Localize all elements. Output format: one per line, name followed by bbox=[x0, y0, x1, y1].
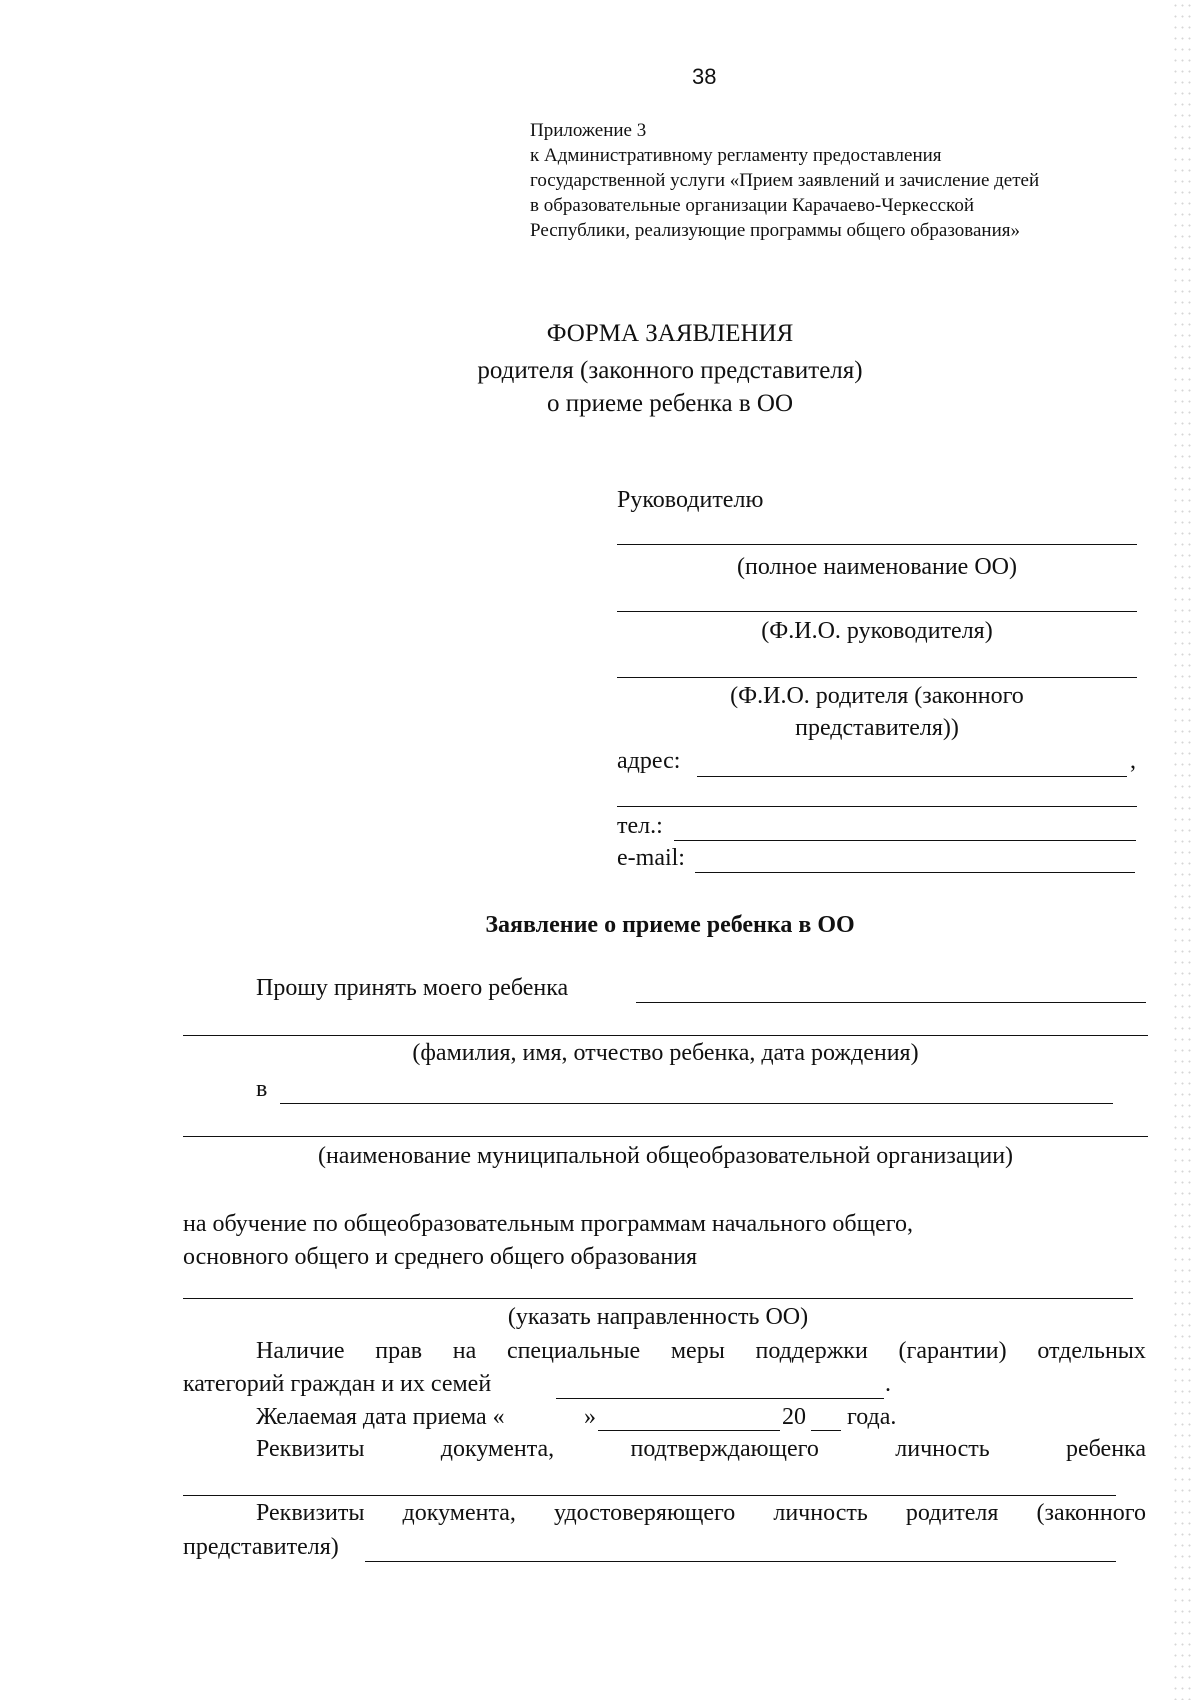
study-line-1: на обучение по общеобразовательным программам начального общего, bbox=[183, 1211, 913, 1237]
address-line-2 bbox=[617, 806, 1137, 807]
child-doc-word: Реквизиты bbox=[256, 1436, 365, 1462]
appendix-line: Республики, реализующие программы общего образования» bbox=[530, 220, 1020, 241]
appendix-line: государственной услуги «Прием заявлений и зачисление детей bbox=[530, 170, 1040, 191]
school-line bbox=[280, 1103, 1113, 1104]
child-doc-blank bbox=[183, 1495, 1116, 1496]
date-label: Желаемая дата приема « bbox=[256, 1404, 505, 1430]
email-label: e-mail: bbox=[617, 845, 685, 871]
email-line bbox=[695, 872, 1135, 873]
school-line-2 bbox=[183, 1136, 1148, 1137]
focus-line bbox=[183, 1298, 1133, 1299]
study-line-2: основного общего и среднего общего образования bbox=[183, 1244, 698, 1270]
head-name-caption: (Ф.И.О. руководителя) bbox=[761, 618, 993, 644]
scan-edge-noise bbox=[1172, 0, 1192, 1700]
addressee-to: Руководителю bbox=[617, 487, 764, 513]
rights-word: специальные bbox=[506, 1338, 641, 1364]
address-label: адрес: bbox=[617, 748, 681, 774]
appendix-line: к Административному регламенту предоставления bbox=[530, 145, 942, 166]
child-doc-word: ребенка bbox=[1066, 1436, 1146, 1462]
rights-word: меры bbox=[670, 1338, 725, 1364]
child-name-line-2 bbox=[183, 1035, 1148, 1036]
appendix-line: в образовательные организации Карачаево-Черкесской bbox=[530, 195, 974, 216]
parent-doc-word: родителя bbox=[905, 1500, 999, 1526]
phone-line bbox=[674, 840, 1136, 841]
org-name-line bbox=[617, 544, 1137, 545]
date-suffix: года. bbox=[847, 1404, 897, 1430]
rights-word: на bbox=[452, 1338, 477, 1364]
child-name-line bbox=[636, 1002, 1146, 1003]
form-subtitle-1: родителя (законного представителя) bbox=[477, 357, 863, 384]
parent-doc-word: документа, bbox=[402, 1500, 516, 1526]
rights-word: Наличие bbox=[256, 1338, 345, 1364]
head-name-line bbox=[617, 611, 1137, 612]
rights-word: поддержки bbox=[755, 1338, 868, 1364]
statement-heading: Заявление о приеме ребенка в ОО bbox=[485, 912, 855, 938]
in-label: в bbox=[256, 1076, 268, 1102]
parent-doc-word: удостоверяющего bbox=[553, 1500, 736, 1526]
focus-caption: (указать направленность ОО) bbox=[507, 1304, 809, 1330]
parent-doc-word: Реквизиты bbox=[256, 1500, 365, 1526]
child-doc-line bbox=[256, 1436, 1146, 1463]
rights-line bbox=[556, 1398, 884, 1399]
request-label: Прошу принять моего ребенка bbox=[256, 975, 569, 1001]
date-year-prefix: 20 bbox=[782, 1404, 806, 1430]
address-comma: , bbox=[1130, 748, 1136, 774]
phone-label: тел.: bbox=[617, 813, 663, 839]
child-doc-word: подтверждающего bbox=[630, 1436, 819, 1462]
rights-word: отдельных bbox=[1037, 1338, 1146, 1364]
child-doc-word: документа, bbox=[440, 1436, 555, 1462]
form-subtitle-2: о приеме ребенка в ОО bbox=[546, 390, 793, 417]
appendix-line: Приложение 3 bbox=[530, 120, 647, 141]
parent-doc-line-2: представителя) bbox=[183, 1534, 339, 1560]
child-doc-word: личность bbox=[895, 1436, 990, 1462]
parent-name-line bbox=[617, 677, 1137, 678]
parent-name-caption-2: представителя)) bbox=[795, 715, 959, 741]
date-close: » bbox=[584, 1404, 596, 1430]
parent-doc-word: личность bbox=[773, 1500, 868, 1526]
parent-doc-line bbox=[256, 1500, 1146, 1527]
parent-name-caption-1: (Ф.И.О. родителя (законного bbox=[730, 683, 1024, 709]
rights-line-2: категорий граждан и их семей bbox=[183, 1371, 492, 1397]
rights-word: прав bbox=[375, 1338, 423, 1364]
school-caption: (наименование муниципальной общеобразовательной организации) bbox=[317, 1143, 1014, 1169]
org-name-caption: (полное наименование ОО) bbox=[737, 554, 1017, 580]
child-caption: (фамилия, имя, отчество ребенка, дата рождения) bbox=[412, 1040, 919, 1066]
rights-end: . bbox=[885, 1371, 891, 1397]
rights-word: (гарантии) bbox=[898, 1338, 1007, 1364]
address-line bbox=[697, 776, 1127, 777]
form-title: ФОРМА ЗАЯВЛЕНИЯ bbox=[546, 320, 794, 347]
page-number: 38 bbox=[692, 64, 717, 89]
appendix-header bbox=[530, 118, 1039, 243]
rights-line-1 bbox=[256, 1338, 1146, 1365]
parent-doc-blank bbox=[365, 1561, 1116, 1562]
date-year-line bbox=[811, 1430, 841, 1431]
date-month-line bbox=[598, 1430, 780, 1431]
parent-doc-word: (законного bbox=[1036, 1500, 1146, 1526]
